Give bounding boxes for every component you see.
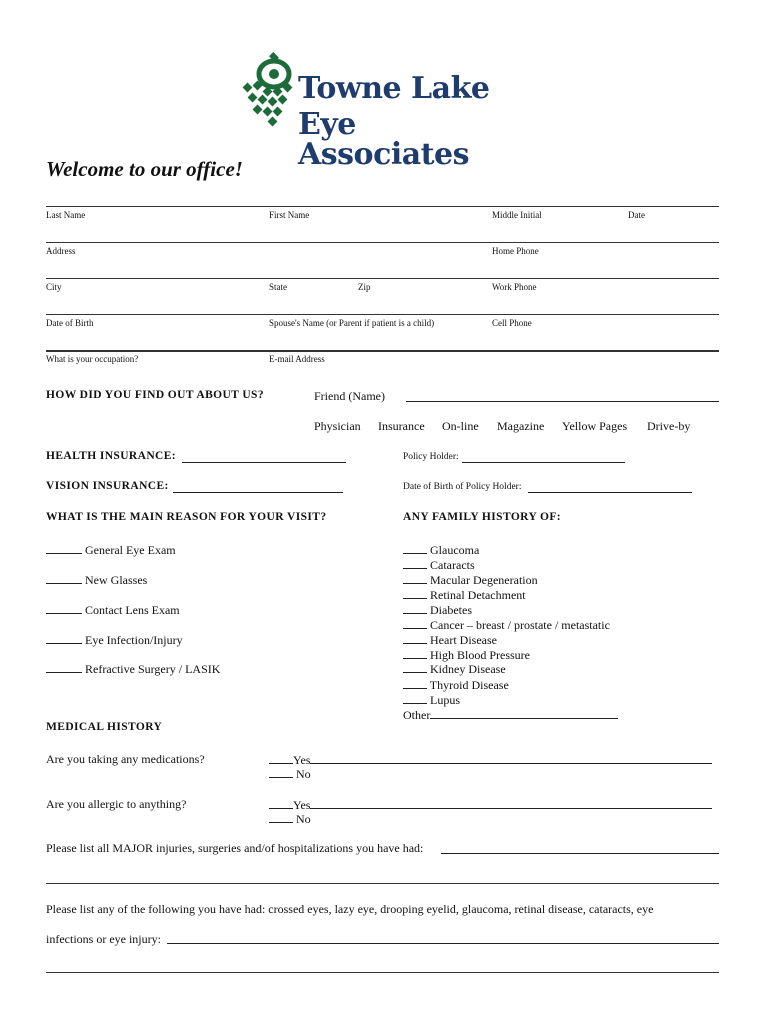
family-label: Lupus [430,693,460,707]
home-phone-label: Home Phone [492,246,539,256]
reason-blank[interactable] [46,572,82,584]
family-blank[interactable] [403,587,427,599]
major-injuries-line-2[interactable] [46,883,719,884]
family-label: Cancer – breast / prostate / metastatic [430,618,610,632]
policy-holder-field[interactable] [462,451,625,463]
reason-item[interactable] [46,661,220,677]
reason-blank[interactable] [46,602,82,614]
family-item[interactable] [403,677,509,693]
middle-initial-label: Middle Initial [492,210,542,220]
option-insurance[interactable]: Insurance [378,419,425,433]
family-label: Retinal Detachment [430,588,526,602]
address-label: Address [46,246,76,256]
option-online[interactable]: On-line [442,419,479,433]
medications-list-field[interactable] [310,752,712,764]
row1-line[interactable] [46,206,719,207]
friend-name-label: Friend (Name) [314,389,385,403]
find-us-heading: HOW DID YOU FIND OUT ABOUT US? [46,389,264,401]
no-label: No [296,812,311,826]
logo-eye-emblem-icon [240,52,300,132]
family-blank[interactable] [403,572,427,584]
policy-holder-label: Policy Holder: [403,452,459,462]
email-label: E-mail Address [269,354,325,364]
major-injuries-field[interactable] [441,842,719,854]
family-label: Cataracts [430,558,475,572]
family-label: High Blood Pressure [430,648,530,662]
vision-insurance-field[interactable] [173,480,343,493]
reason-label: New Glasses [85,573,148,587]
logo-line-2: Eye Associates [298,107,470,172]
family-item[interactable] [403,542,479,558]
row4-line[interactable] [46,314,719,315]
reason-blank[interactable] [46,542,82,554]
reason-label: Contact Lens Exam [85,603,180,617]
family-item[interactable] [403,572,538,588]
first-name-label: First Name [269,210,310,220]
option-physician[interactable]: Physician [314,419,361,433]
reason-blank[interactable] [46,661,82,673]
health-insurance-field[interactable] [182,450,346,463]
reason-label: Eye Infection/Injury [85,633,183,647]
spouse-name-label: Spouse's Name (or Parent if patient is a child) [269,318,435,328]
occupation-label: What is your occupation? [46,354,139,364]
family-other[interactable] [403,707,618,723]
work-phone-label: Work Phone [492,282,537,292]
family-label: Thyroid Disease [429,678,509,692]
allergies-yes[interactable] [269,797,712,813]
reason-label: Refractive Surgery / LASIK [85,662,221,676]
zip-label: Zip [358,282,371,292]
option-magazine[interactable]: Magazine [497,419,545,433]
practice-logo [240,52,530,172]
following-conditions-label: Please list any of the following you have had: crossed eyes, lazy eye, drooping eyelid, glaucoma, retinal disease, cataracts, eye [46,902,654,916]
family-label: Glaucoma [430,543,480,557]
allergies-list-field[interactable] [310,797,712,809]
reason-item[interactable] [46,572,147,588]
family-blank[interactable] [403,692,427,704]
family-label: Diabetes [430,603,472,617]
medications-question: Are you taking any medications? [46,752,205,766]
health-insurance-label: HEALTH INSURANCE: [46,450,177,462]
allergies-yes-blank[interactable] [269,797,293,809]
dob-label: Date of Birth [46,318,94,328]
major-injuries-label: Please list all MAJOR injuries, surgeries and/of hospitalizations you have had: [46,841,424,855]
family-blank[interactable] [403,647,427,659]
medical-history-heading: MEDICAL HISTORY [46,721,163,733]
allergies-no[interactable] [269,811,311,827]
reason-item[interactable] [46,602,180,618]
following-conditions-field[interactable] [167,932,719,944]
family-item[interactable] [403,692,460,708]
reason-blank[interactable] [46,632,82,644]
vision-insurance-label: VISION INSURANCE: [46,480,169,492]
allergies-question: Are you allergic to anything? [46,797,187,811]
welcome-heading: Welcome to our office! [46,157,243,181]
cell-phone-label: Cell Phone [492,318,532,328]
family-blank[interactable] [403,632,427,644]
row3-line[interactable] [46,278,719,279]
option-drive-by[interactable]: Drive-by [647,419,691,433]
family-item[interactable] [403,602,472,618]
policy-holder-dob-field[interactable] [528,481,692,493]
family-other-label: Other [403,708,431,722]
friend-name-field[interactable] [406,390,719,402]
reason-label: General Eye Exam [85,543,176,557]
medications-yes[interactable] [269,752,712,768]
family-label: Heart Disease [430,633,497,647]
row5-line[interactable] [46,350,719,352]
yes-label: Yes [293,798,311,812]
family-item[interactable] [403,617,610,633]
yes-label: Yes [293,753,311,767]
following-conditions-label-cont: infections or eye injury: [46,932,161,946]
following-conditions-line-2[interactable] [46,972,719,973]
family-blank[interactable] [403,677,427,689]
allergies-no-blank[interactable] [269,811,293,823]
family-item[interactable] [403,587,526,603]
row2-line[interactable] [46,242,719,243]
no-label: No [296,767,311,781]
logo-line-1: Towne Lake [298,71,490,106]
family-history-heading: ANY FAMILY HISTORY OF: [403,511,562,523]
reason-item[interactable] [46,632,183,648]
last-name-label: Last Name [46,210,86,220]
family-blank[interactable] [403,542,427,554]
family-blank[interactable] [403,557,427,569]
state-label: State [269,282,287,292]
date-label: Date [628,210,645,220]
family-item[interactable] [403,661,506,677]
medications-no-blank[interactable] [269,766,293,778]
reason-item[interactable] [46,542,176,558]
family-item[interactable] [403,557,475,573]
medications-yes-blank[interactable] [269,752,293,764]
city-label: City [46,282,62,292]
medications-no[interactable] [269,766,311,782]
reason-heading: WHAT IS THE MAIN REASON FOR YOUR VISIT? [46,511,327,523]
family-blank[interactable] [403,602,427,614]
family-blank[interactable] [403,661,427,673]
family-label: Macular Degeneration [430,573,538,587]
family-blank[interactable] [403,617,427,629]
family-label: Kidney Disease [430,662,506,676]
family-item[interactable] [403,632,497,648]
option-yellow-pages[interactable]: Yellow Pages [562,419,628,433]
family-other-field[interactable] [430,707,618,719]
policy-holder-dob-label: Date of Birth of Policy Holder: [403,482,522,492]
